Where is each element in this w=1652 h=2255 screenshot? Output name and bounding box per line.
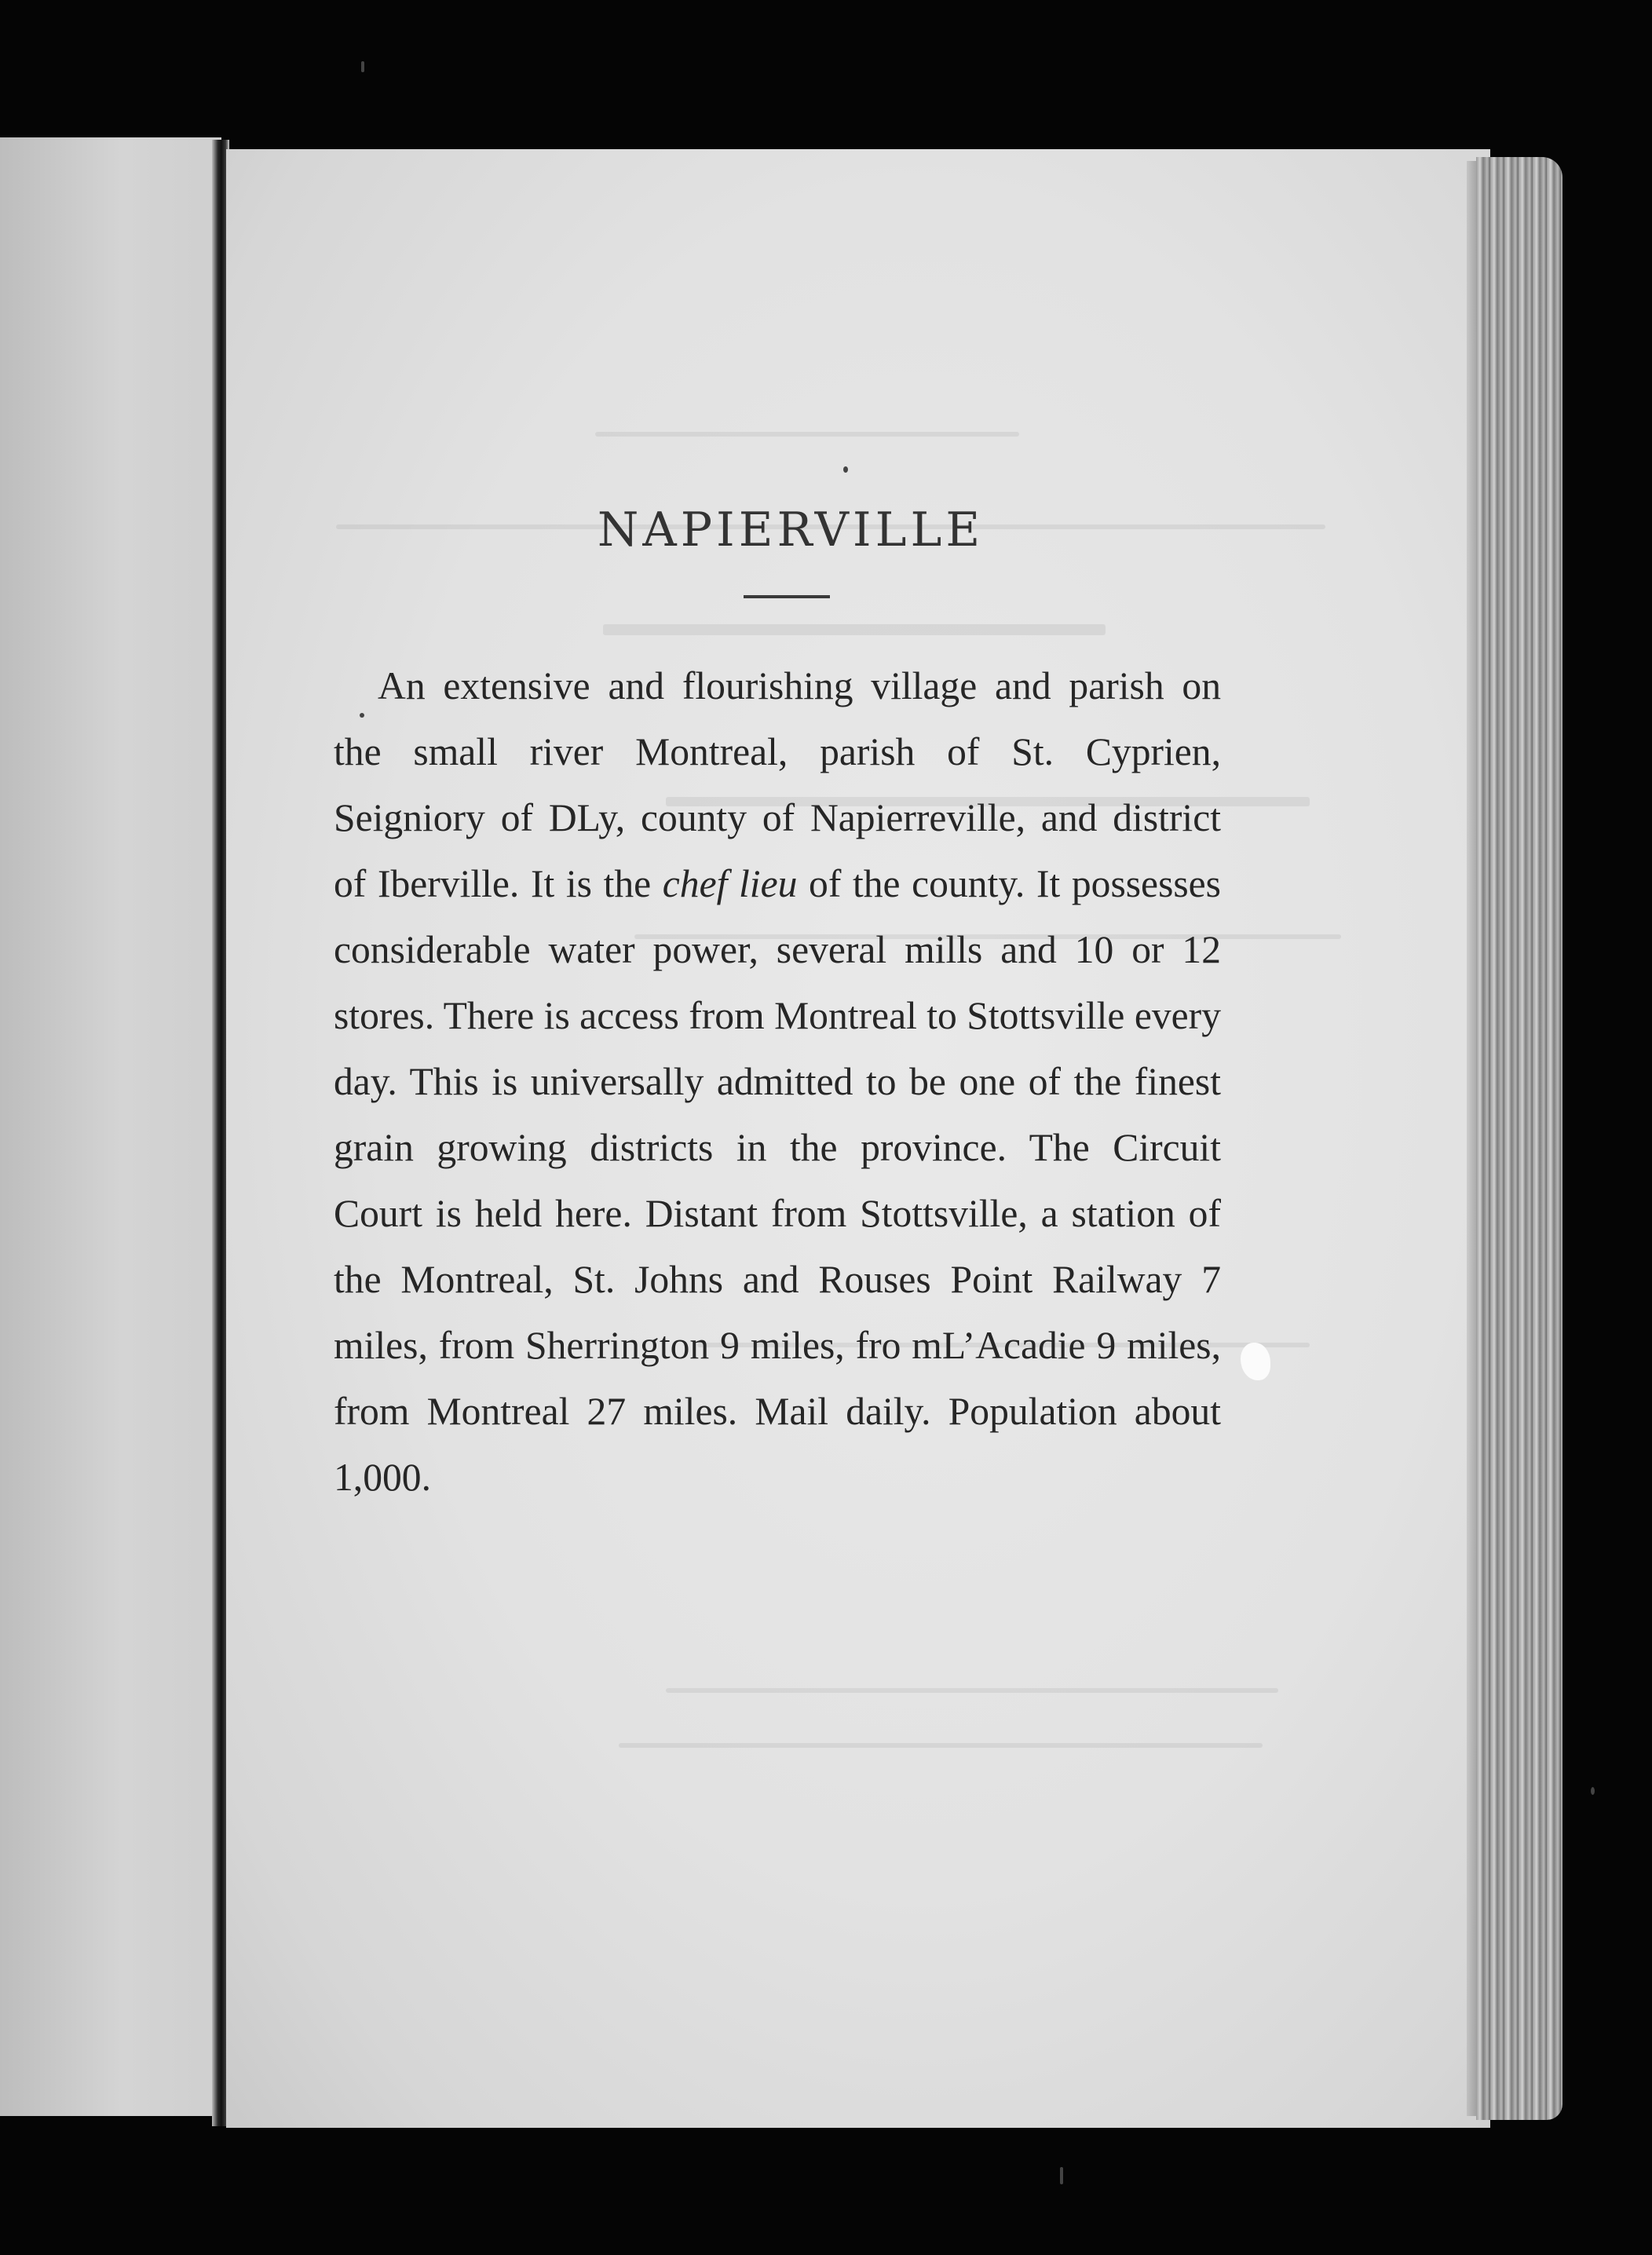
text-block <box>334 503 1221 1511</box>
dust-speck <box>361 61 364 72</box>
show-through-line <box>595 432 1019 437</box>
page-title: NAPIERVILLE <box>597 503 985 557</box>
body-text-run: An extensive and flourishing village and parish on the small river Montreal, parish of St. Cyprien, Seigniory of DLy, county of Napierreville, and district of Iberville. It is the <box>334 664 1221 905</box>
show-through-line <box>619 1743 1263 1748</box>
italic-phrase: chef lieu <box>662 862 798 905</box>
dust-speck <box>843 466 848 473</box>
page-edge-stack <box>1476 157 1562 2120</box>
body-text-run: of the county. It possesses considerable water power, several mills and 10 or 12 stores. There is access from Montreal to Stottsville every day. This is universally admitted to be one of the finest grain growing districts in the province. The Circuit Court is held here. Distant from Stottsville, a station of the Montreal, St. Johns and Rouses Point Railway 7 miles, from Sherrington 9 miles, fro mL’Acadie 9 miles, from Montreal 27 miles. Mail daily. Population about 1,000. <box>334 862 1221 1499</box>
dust-speck <box>360 713 364 718</box>
show-through-line <box>666 1688 1278 1693</box>
dust-speck <box>1060 2167 1063 2184</box>
left-page <box>0 137 221 2116</box>
body-paragraph <box>334 653 1221 1511</box>
title-rule <box>744 595 830 598</box>
dust-speck <box>1591 1787 1595 1795</box>
